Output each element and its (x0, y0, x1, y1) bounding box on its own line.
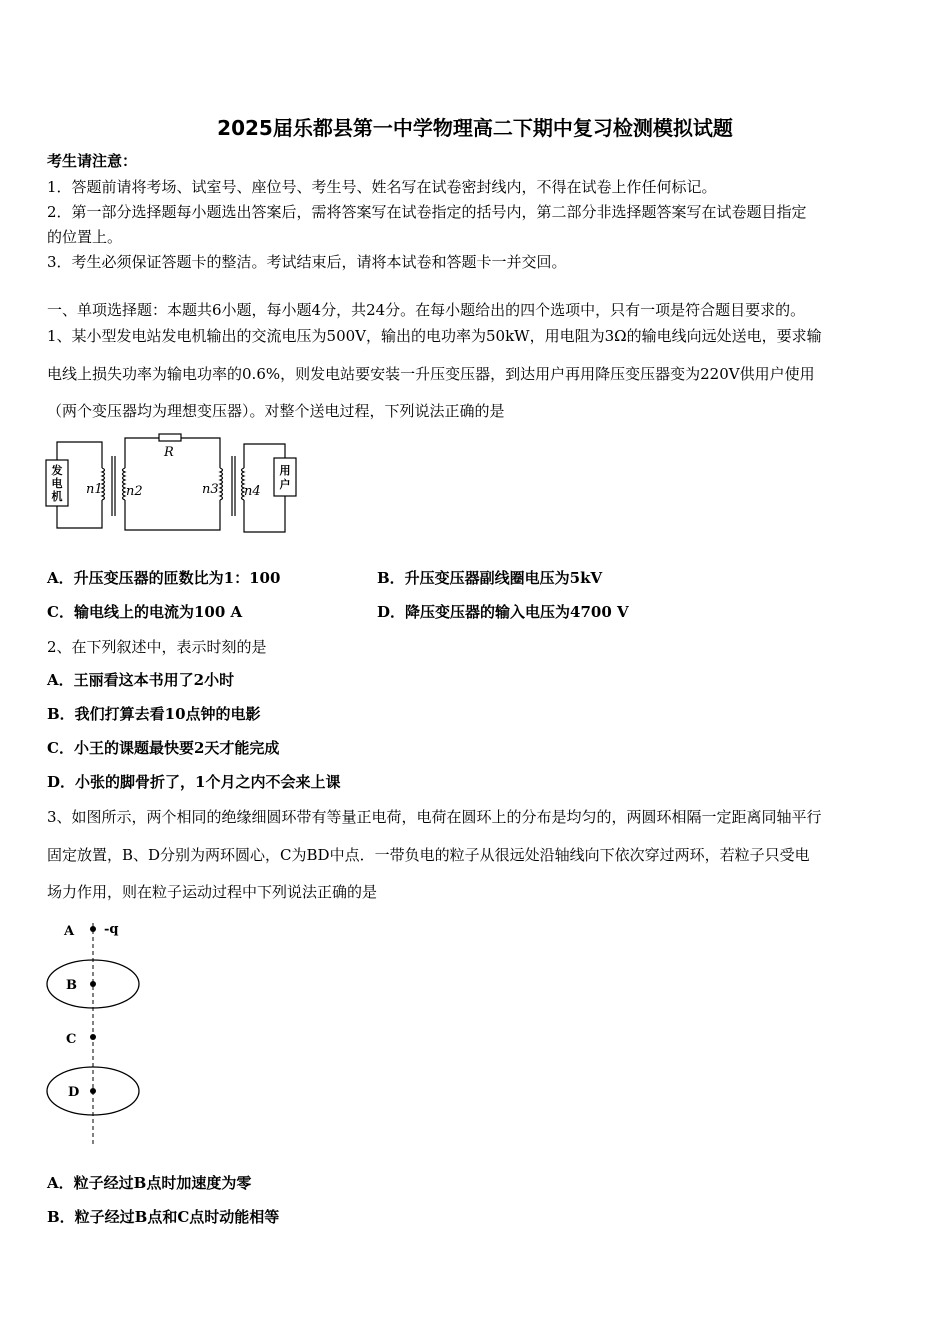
n4-label: n4 (244, 484, 261, 499)
notice-item: 的位置上。 (47, 228, 123, 246)
q3-stem: 固定放置，B、D分别为两环圆心，C为BD中点．一带负电的粒子从很远处沿轴线向下依次穿过两环，若粒子只受电 (47, 846, 810, 864)
q1-stem: 1、某小型发电站发电机输出的交流电压为500V，输出的电功率为50kW，用电阻为3Ω的输电线向远处送电，要求输 (47, 327, 822, 345)
section-heading: 一、单项选择题：本题共6小题，每小题4分，共24分。在每小题给出的四个选项中，只有一项是符合题目要求的。 (47, 301, 806, 319)
q2-stem: 2、在下列叙述中，表示时刻的是 (47, 638, 267, 656)
point-b-label: B (66, 978, 77, 993)
point-a-label: A (64, 924, 75, 939)
q1-stem: （两个变压器均为理想变压器）。对整个送电过程，下列说法正确的是 (47, 402, 505, 420)
charge-label: -q (104, 922, 119, 937)
n1-label: n1 (86, 482, 103, 497)
q2-option: D．小张的脚骨折了，1个月之内不会来上课 (47, 773, 341, 791)
charged-rings-figure (40, 915, 150, 1147)
q1-option-c: C．输电线上的电流为100 A (47, 603, 243, 621)
user-char: 用 (279, 464, 291, 477)
q3-stem: 场力作用，则在粒子运动过程中下列说法正确的是 (47, 883, 378, 901)
generator-char: 发 (51, 464, 63, 477)
notice-item: 2．第一部分选择题每小题选出答案后，需将答案写在试卷指定的括号内，第二部分非选择题答案写在试卷题目指定 (47, 203, 807, 221)
transformer-circuit-figure (40, 428, 310, 540)
notice-item: 3．考生必须保证答题卡的整洁。考试结束后，请将本试卷和答题卡一并交回。 (47, 253, 567, 271)
q1-option-a: A．升压变压器的匝数比为1：100 (47, 569, 281, 587)
page-title: 2025届乐都县第一中学物理高二下期中复习检测模拟试题 (217, 116, 733, 140)
q2-option: C．小王的课题最快要2天才能完成 (47, 739, 280, 757)
point-d-label: D (68, 1085, 80, 1100)
n2-label: n2 (126, 484, 143, 499)
q1-option-b: B．升压变压器副线圈电压为5kV (377, 569, 603, 587)
user-char: 户 (279, 478, 291, 491)
q1-stem: 电线上损失功率为输电功率的0.6%，则发电站要安装一升压变压器，到达用户再用降压变压器变为220V供用户使用 (47, 365, 815, 383)
q3-option: A．粒子经过B点时加速度为零 (47, 1174, 252, 1192)
q2-option: A．王丽看这本书用了2小时 (47, 671, 235, 689)
notice-heading: 考生请注意： (47, 152, 138, 170)
q3-option: B．粒子经过B点和C点时动能相等 (47, 1208, 280, 1226)
point-c-label: C (66, 1032, 77, 1047)
resistor-label: R (164, 445, 174, 460)
q1-option-d: D．降压变压器的输入电压为4700 V (377, 603, 629, 621)
generator-char: 机 (51, 490, 63, 503)
q2-option: B．我们打算去看10点钟的电影 (47, 705, 261, 723)
generator-char: 电 (51, 477, 63, 490)
n3-label: n3 (202, 482, 219, 497)
notice-item: 1．答题前请将考场、试室号、座位号、考生号、姓名写在试卷密封线内，不得在试卷上作任何标记。 (47, 178, 717, 196)
q3-stem: 3、如图所示，两个相同的绝缘细圆环带有等量正电荷，电荷在圆环上的分布是均匀的，两圆环相隔一定距离同轴平行 (47, 808, 822, 826)
